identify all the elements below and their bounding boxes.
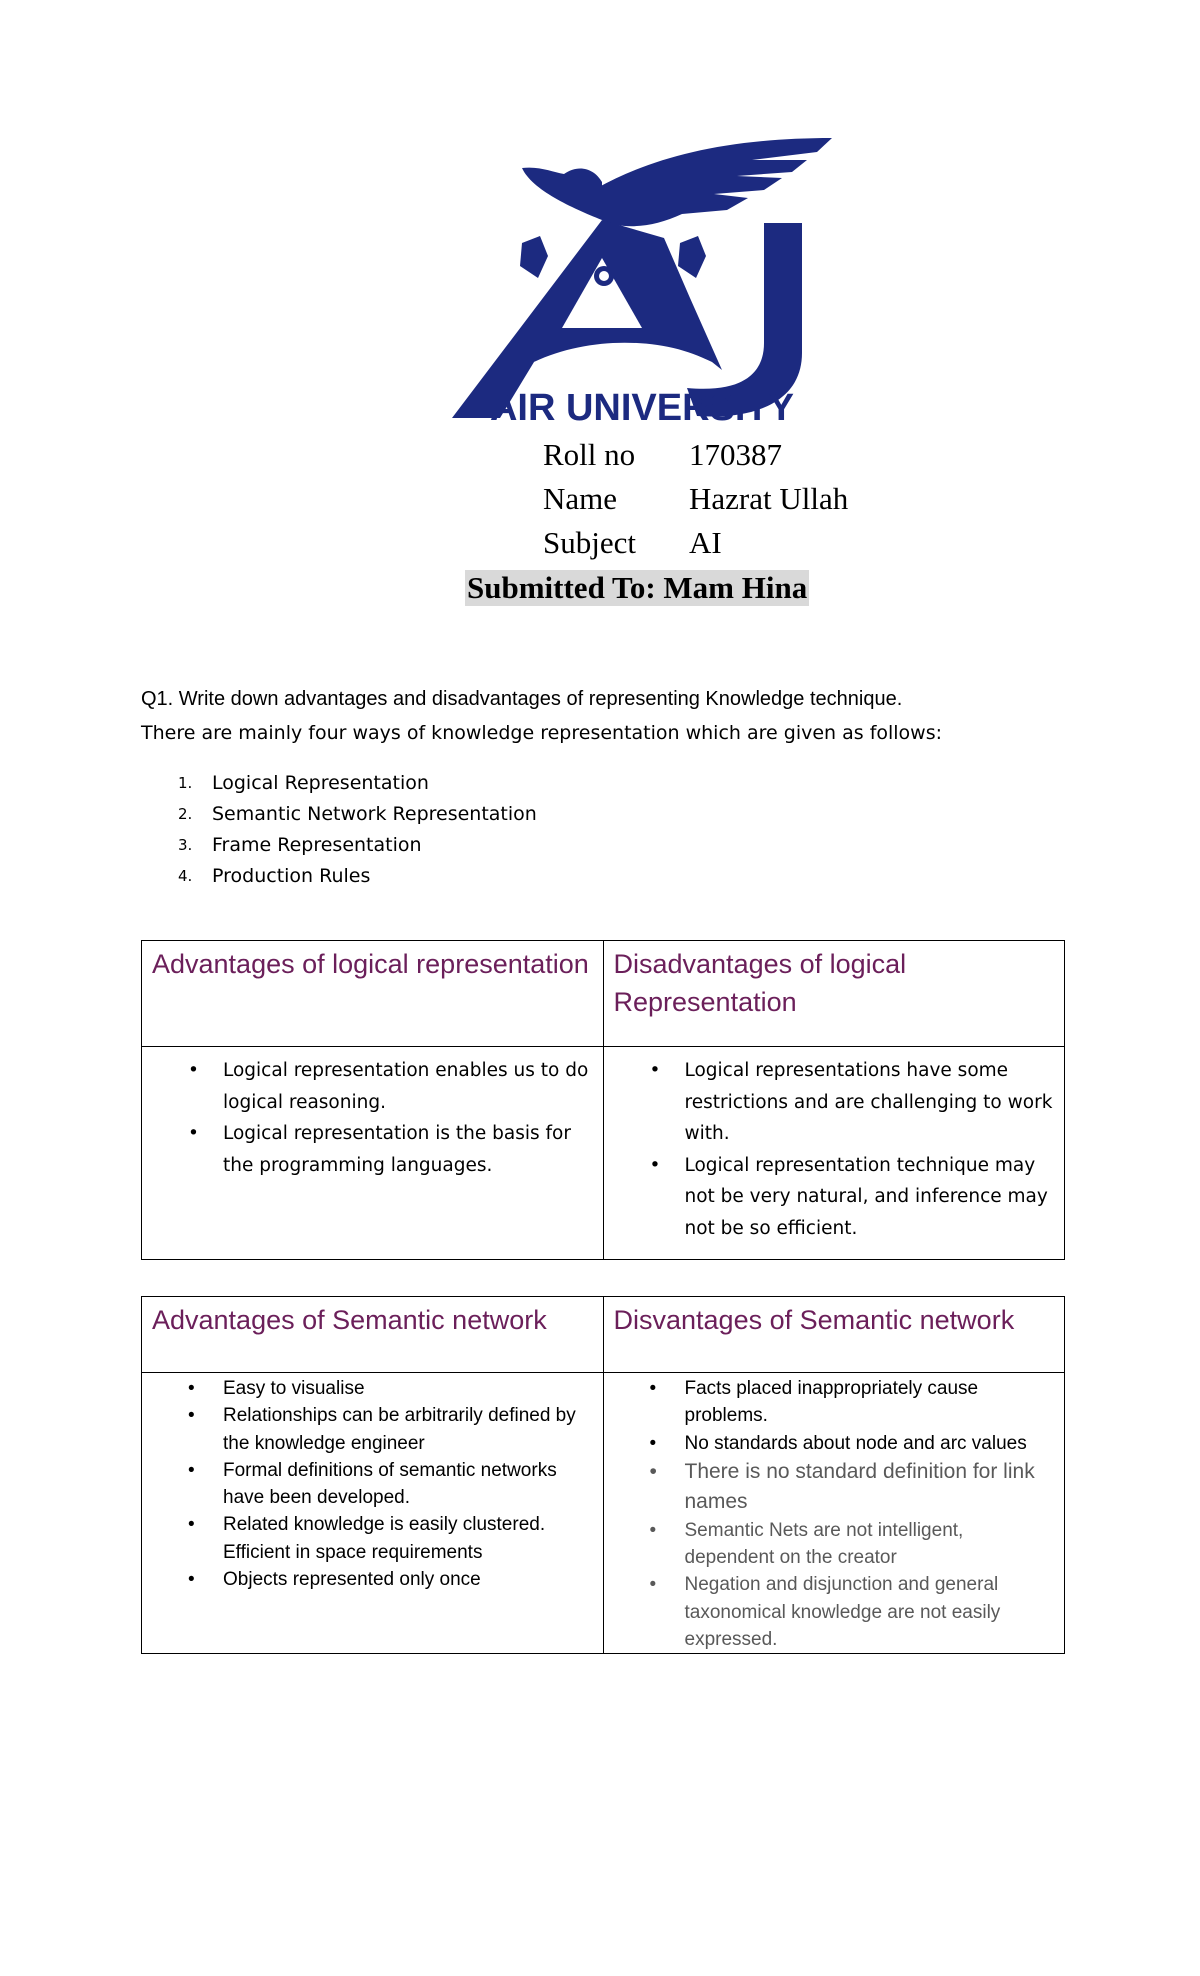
- methods-list: [178, 768, 537, 892]
- roll-no-label: Roll no: [543, 437, 636, 472]
- subject-row: [543, 521, 848, 565]
- logical-advantages-list: [142, 1047, 603, 1181]
- roll-no-value: 170387: [689, 437, 782, 472]
- semantic-advantages-cell: [142, 1373, 604, 1654]
- table-row: [142, 1047, 1065, 1260]
- roll-no-row: [543, 433, 848, 477]
- semantic-disadvantages-list: [604, 1373, 1065, 1653]
- list-item: • Negation and disjunction and general taxonomical knowledge are not easily expressed.: [604, 1571, 1065, 1653]
- logical-disadvantages-cell: [603, 1047, 1065, 1260]
- list-item: • Logical representation enables us to do logical reasoning.: [142, 1055, 603, 1118]
- list-item: • Objects represented only once: [142, 1566, 603, 1593]
- logical-advantages-cell: [142, 1047, 604, 1260]
- table-header-row: [142, 1297, 1065, 1373]
- name-row: [543, 477, 848, 521]
- eagle-emblem-icon: [452, 138, 832, 423]
- subject-value: AI: [689, 525, 722, 560]
- list-item: • Formal definitions of semantic networks have been developed.: [142, 1457, 603, 1512]
- semantic-disadvantages-cell: [603, 1373, 1065, 1654]
- list-text: Frame Representation: [212, 834, 422, 856]
- list-number: 4.: [178, 867, 193, 885]
- table-row: [142, 1373, 1065, 1654]
- list-item: • There is no standard definition for link names: [604, 1457, 1065, 1517]
- list-item: • Logical representation is the basis for the programming languages.: [142, 1118, 603, 1181]
- name-value: Hazrat Ullah: [689, 481, 849, 516]
- list-text: Logical Representation: [212, 772, 429, 794]
- list-item: [178, 799, 537, 830]
- name-label: Name: [543, 481, 618, 516]
- list-item: [178, 861, 537, 892]
- semantic-advantages-header: Advantages of Semantic network: [142, 1297, 604, 1373]
- air-university-logo: [452, 138, 832, 423]
- list-item: [178, 830, 537, 861]
- subject-label: Subject: [543, 525, 636, 560]
- student-info: [543, 433, 848, 565]
- semantic-advantages-list: [142, 1373, 603, 1593]
- table-header-row: [142, 941, 1065, 1047]
- semantic-network-table: [141, 1296, 1065, 1654]
- list-item: • Easy to visualise: [142, 1375, 603, 1402]
- list-item: • Semantic Nets are not intelligent, dependent on the creator: [604, 1517, 1065, 1572]
- semantic-disadvantages-header: Disvantages of Semantic network: [603, 1297, 1065, 1373]
- list-number: 3.: [178, 836, 193, 854]
- logical-disadvantages-list: [604, 1047, 1065, 1244]
- submitted-to: Submitted To: Mam Hina: [467, 570, 808, 605]
- list-item: • Related knowledge is easily clustered. Efficient in space requirements: [142, 1511, 603, 1566]
- question-heading: Q1. Write down advantages and disadvantages of representing Knowledge technique.: [141, 688, 903, 710]
- svg-text:AIR UNIVERSITY: AIR UNIVERSITY: [489, 387, 795, 423]
- logical-advantages-header: Advantages of logical representation: [142, 941, 604, 1047]
- list-text: Production Rules: [212, 865, 371, 887]
- logical-representation-table: [141, 940, 1065, 1260]
- list-item: • Logical representations have some restrictions and are challenging to work with.: [604, 1055, 1065, 1150]
- list-item: • Relationships can be arbitrarily defined by the knowledge engineer: [142, 1402, 603, 1457]
- list-text: Semantic Network Representation: [212, 803, 537, 825]
- list-number: 1.: [178, 774, 193, 792]
- list-item: [178, 768, 537, 799]
- list-item: • Facts placed inappropriately cause problems.: [604, 1375, 1065, 1430]
- list-item: • No standards about node and arc values: [604, 1430, 1065, 1457]
- list-number: 2.: [178, 805, 193, 823]
- intro-text: There are mainly four ways of knowledge representation which are given as follows:: [141, 722, 943, 744]
- logical-disadvantages-header: Disadvantages of logical Representation: [603, 941, 1065, 1047]
- list-item: • Logical representation technique may not be very natural, and inference may not be so efficient.: [604, 1150, 1065, 1245]
